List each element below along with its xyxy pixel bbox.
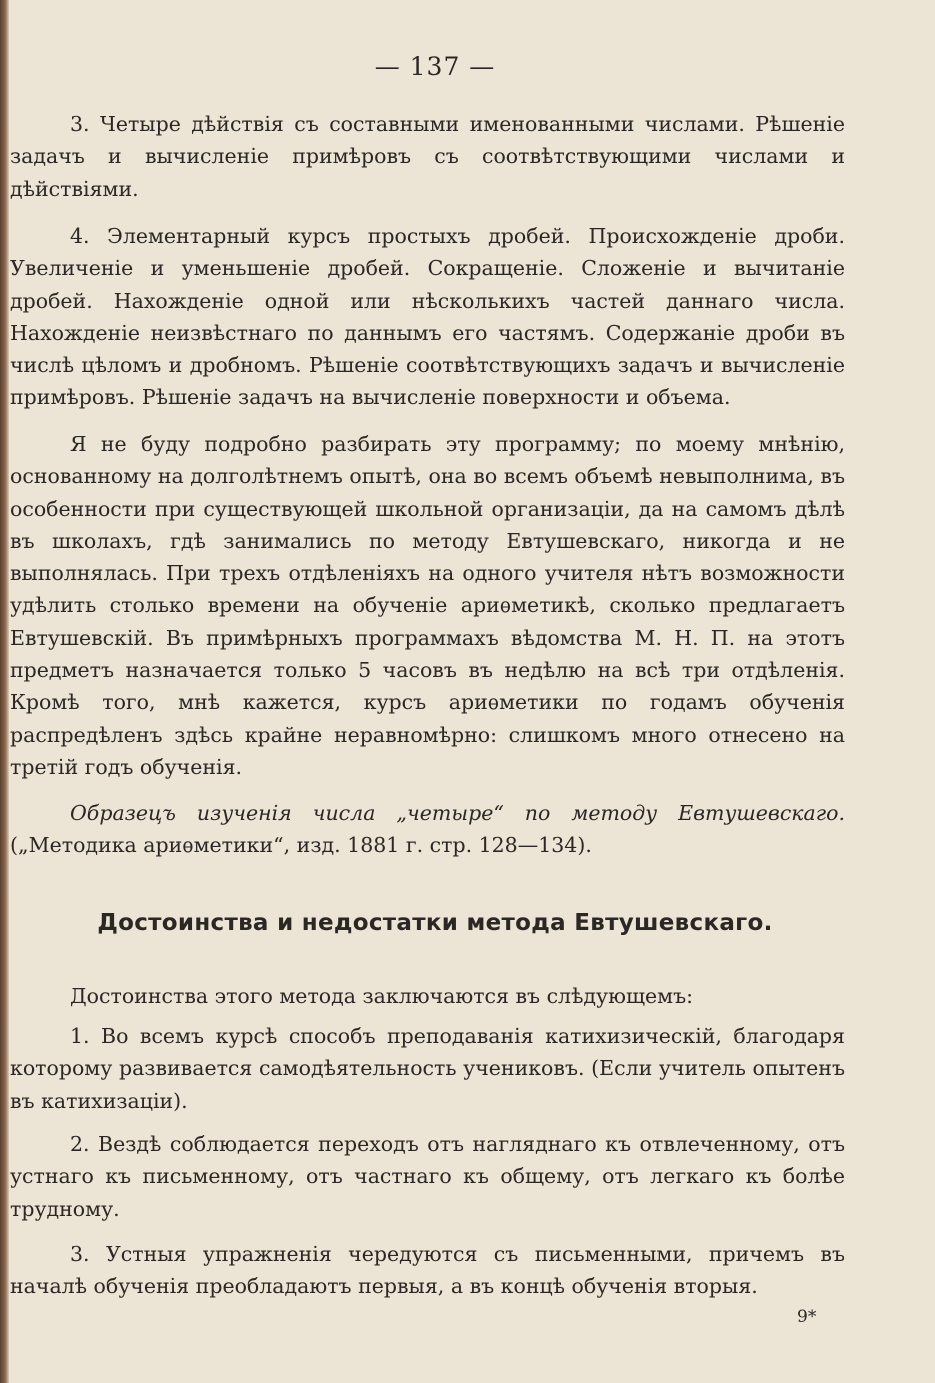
paragraph-critique: Я не буду подробно разбирать эту программу; по моему мнѣнію, основанному на долголѣтнемъ опытѣ, она во всемъ объемѣ невыполнима, въ особенности при существующей школьной организаціи, да на самомъ дѣлѣ въ школахъ, гдѣ занимались по методу Евтушевскаго, никогда и не выполнялась. При трехъ отдѣленіяхъ на одного учителя нѣтъ возможности удѣлить столько времени на обученіе ариѳметикѣ, сколько предлагаетъ Евтушевскій. Въ примѣрныхъ программахъ вѣдомства М. Н. П. на этотъ предметъ назначается только 5 часовъ въ недѣлю на всѣ три отдѣленія. Кромѣ того, мнѣ кажется, курсъ ариѳметики по годамъ обученія распредѣленъ здѣсь крайне неравномѣрно: слишкомъ много отнесено на третій годъ обученія. (10, 432, 845, 779)
book-page (10, 0, 922, 1383)
paragraph-merit-1: 1. Во всемъ курсѣ способъ преподаванія катихизическій, благодаря которому развивается самодѣятельность учениковъ. (Если учитель опытенъ въ катихизаціи). (10, 1024, 845, 1113)
paragraph-merits-intro: Достоинства этого метода заключаются въ слѣдующемъ: (70, 984, 694, 1008)
sample-reference-text: („Методика ариѳметики“, изд. 1881 г. стр. 128—134). (10, 833, 592, 858)
paragraph-item-3: 3. Четыре дѣйствія съ составными именованными числами. Рѣшеніе задачъ и вычисленіе примѣровъ съ соотвѣтствующими числами и дѣйствіями. (10, 112, 845, 201)
sample-italic-text: Образецъ изученія числа „четыре“ по методу Евтушевскаго. (70, 801, 845, 825)
section-title: Достоинства и недостатки метода Евтушевскаго. (97, 910, 773, 936)
page-number: — 137 — (374, 52, 496, 81)
book-binding-edge (0, 0, 9, 1383)
printer-signature-mark: 9* (797, 1307, 817, 1327)
paragraph-item-4: 4. Элементарный курсъ простыхъ дробей. Происхожденіе дроби. Увеличеніе и уменьшеніе дробей. Сокращеніе. Сложеніе и вычитаніе дробей. Нахожденіе одной или нѣсколькихъ частей даннаго числа. Нахожденіе неизвѣстнаго по даннымъ его частямъ. Содержаніе дроби въ числѣ цѣломъ и дробномъ. Рѣшеніе соотвѣтствующихъ задачъ и вычисленіе примѣровъ. Рѣшеніе задачъ на вычисленіе поверхности и объема. (10, 224, 845, 410)
paragraph-merit-2: 2. Вездѣ соблюдается переходъ отъ нагляднаго къ отвлеченному, отъ устнаго къ письменному, отъ частнаго къ общему, отъ легкаго къ болѣе трудному. (10, 1132, 845, 1221)
paragraph-merit-3: 3. Устныя упражненія чередуются съ письменными, причемъ въ началѣ обученія преобладаютъ первыя, а въ концѣ обученія вторыя. (10, 1242, 845, 1299)
paragraph-sample (10, 797, 845, 862)
